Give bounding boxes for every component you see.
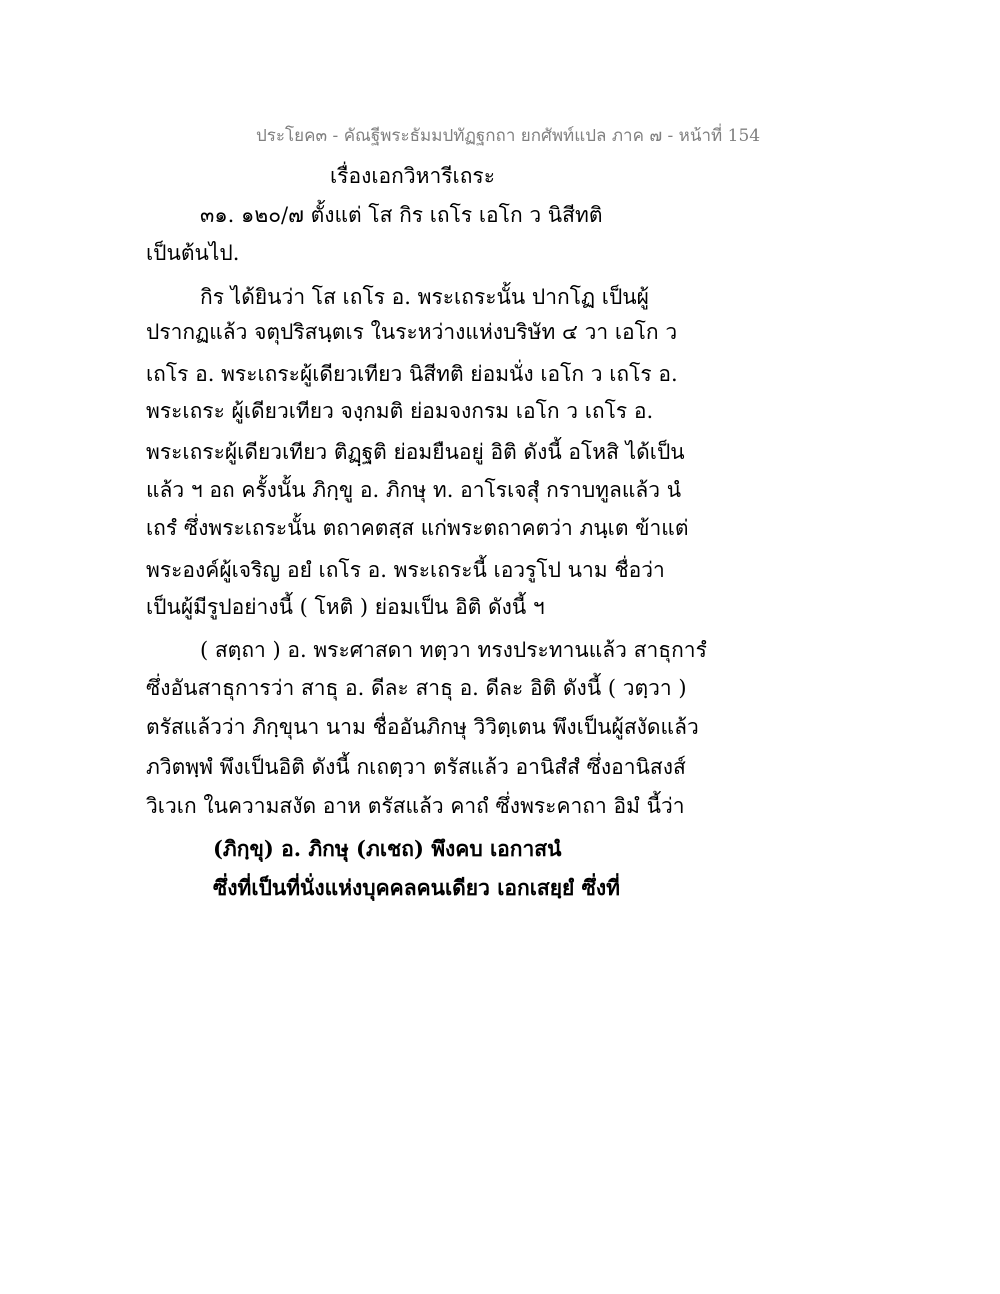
- text-line: เถรํ ซึ่งพระเถระนั้น ตถาคตสฺส แก่พระตถาคตว่า ภนฺเต ข้าแต่: [146, 516, 689, 540]
- text-line: วิเวเก ในความสงัด อาห ตรัสแล้ว คาถํ ซึ่งพระคาถา อิมํ นี้ว่า: [146, 794, 685, 818]
- text-line: ตรัสแล้วว่า ภิกฺขุนา นาม ชื่ออันภิกษุ วิวิตฺเตน พึงเป็นผู้สงัดแล้ว: [146, 715, 699, 739]
- text-line: พระองค์ผู้เจริญ อยํ เถโร อ. พระเถระนี้ เอวรูโป นาม ชื่อว่า: [146, 558, 665, 582]
- text-line: เป็นต้นไป.: [146, 241, 240, 265]
- text-line: ซึ่งอันสาธุการว่า สาธุ อ. ดีละ สาธุ อ. ดีละ อิติ ดังนี้ ( วตฺวา ): [146, 676, 687, 700]
- page-header: ประโยค๓ - คัณฐีพระธัมมปทัฏฐกถา ยกศัพท์แปล ภาค ๗ - หน้าที่ 154: [256, 126, 761, 146]
- story-title: เรื่องเอกวิหารีเถระ: [330, 164, 495, 188]
- text-line: พระเถระผู้เดียวเทียว ติฏฺฐติ ย่อมยืนอยู่ อิติ ดังนี้ อโหสิ ได้เป็น: [146, 440, 685, 464]
- text-line: เป็นผู้มีรูปอย่างนี้ ( โหติ ) ย่อมเป็น อิติ ดังนี้ ฯ: [146, 595, 545, 619]
- text-line: ปรากฏแล้ว จตุปริสนฺตเร ในระหว่างแห่งบริษัท ๔ วา เอโก ว: [146, 320, 678, 344]
- text-line: แล้ว ฯ อถ ครั้งนั้น ภิกฺขู อ. ภิกษุ ท. อาโรเจสุํ กราบทูลแล้ว นํ: [146, 478, 682, 502]
- text-line: พระเถระ ผู้เดียวเทียว จงฺกมติ ย่อมจงกรม เอโก ว เถโร อ.: [146, 399, 654, 423]
- text-line: กิร ได้ยินว่า โส เถโร อ. พระเถระนั้น ปากโฏ เป็นผู้: [200, 285, 649, 309]
- verse-line: ซึ่งที่เป็นที่นั่งแห่งบุคคลคนเดียว เอกเสยฺยํ ซึ่งที่: [213, 875, 620, 900]
- text-line: ( สตฺถา ) อ. พระศาสดา ทตฺวา ทรงประทานแล้ว สาธุการํ: [200, 638, 707, 662]
- text-line: ภวิตพฺพํ พึงเป็นอิติ ดังนี้ กเถตฺวา ตรัสแล้ว อานิสํสํ ซึ่งอานิสงส์: [146, 755, 686, 779]
- text-line: เถโร อ. พระเถระผู้เดียวเทียว นิสีทติ ย่อมนั่ง เอโก ว เถโร อ.: [146, 362, 678, 386]
- verse-line: (ภิกฺขุ) อ. ภิกษุ (ภเชถ) พึงคบ เอกาสนํ: [213, 836, 562, 861]
- text-line: ๓๑. ๑๒๐/๗ ตั้งแต่ โส กิร เถโร เอโก ว นิสีทติ: [200, 203, 603, 227]
